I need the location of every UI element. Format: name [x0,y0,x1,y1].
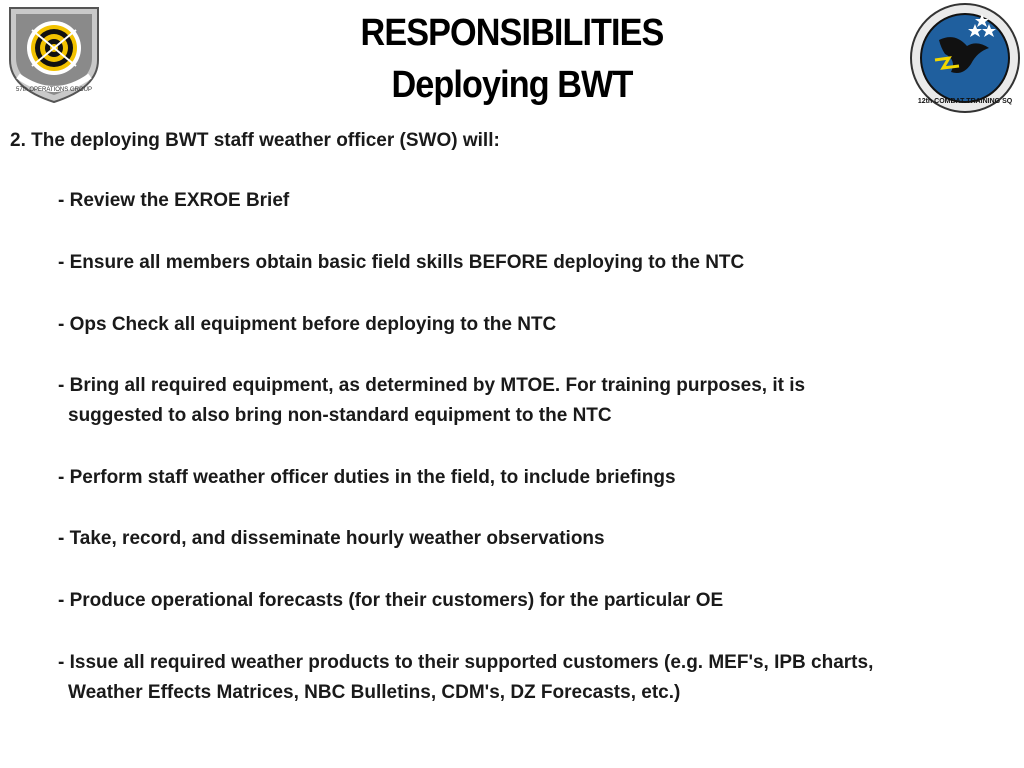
list-item-text: - Take, record, and disseminate hourly weather observations [58,528,605,549]
page-subtitle: Deploying BWT [391,64,633,106]
list-item [58,463,676,493]
list-item [58,648,873,708]
list-item [58,248,744,278]
list-item [58,371,805,431]
list-item [58,186,289,216]
list-item-text: - Perform staff weather officer duties in the field, to include briefings [58,467,676,488]
ops-group-emblem-text: 57th OPERATIONS GROUP [16,87,92,93]
list-item-text: - Bring all required equipment, as determined by MTOE. For training purposes, it is [58,375,806,396]
intro-text: 2. The deploying BWT staff weather officer (SWO) will: [10,130,500,151]
list-item-continuation: suggested to also bring non-standard equipment to the NTC [68,405,612,426]
page-title: RESPONSIBILITIES [360,12,664,54]
list-item [58,310,556,340]
list-item [58,586,723,616]
combat-training-patch-text: 12th COMBAT TRAINING SQ [917,98,1013,105]
list-item [58,524,605,554]
list-item-text: - Issue all required weather products to their supported customers (e.g. MEF's, IPB charts, [58,652,874,673]
list-item-text: - Review the EXROE Brief [58,190,290,211]
list-item-text: - Ops Check all equipment before deploying to the NTC [58,314,557,335]
list-item-continuation: Weather Effects Matrices, NBC Bulletins, CDM's, DZ Forecasts, etc.) [68,682,681,703]
list-item-text: - Produce operational forecasts (for their customers) for the particular OE [58,590,724,611]
list-item-text: - Ensure all members obtain basic field skills BEFORE deploying to the NTC [58,252,745,273]
